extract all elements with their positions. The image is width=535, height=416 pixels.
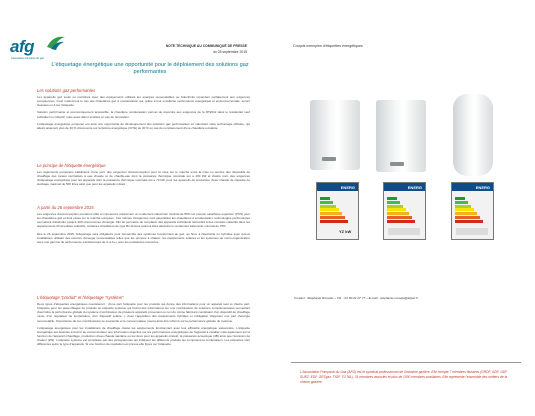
press-contact: Contact : Stéphanie Rossato – Tél. : 01 80 21 07 77 – E-mail : stephanie.rossato@afgaz.fr xyxy=(294,296,418,300)
class-bar xyxy=(387,197,397,200)
class-bar xyxy=(320,201,333,204)
flame-logo-icon xyxy=(45,33,67,53)
class-bar xyxy=(455,205,471,208)
label-brand: ENERG xyxy=(407,184,422,190)
boiler-display xyxy=(322,157,336,161)
class-bar xyxy=(387,220,415,223)
efficiency-bars xyxy=(387,197,415,224)
class-bar xyxy=(320,216,345,219)
logo-tagline: Association française du gaz xyxy=(11,57,45,60)
press-note-date: du 28 septembre 2015 xyxy=(213,50,247,54)
label-header xyxy=(452,183,493,191)
class-bar xyxy=(320,197,330,200)
press-note-label: NOTE TECHNIQUE AU COMMUNIQUÉ DE PRESSE xyxy=(165,44,247,48)
class-bar xyxy=(455,212,477,215)
paragraph: Deux types d'étiquettes énergétiques coexisteront : d'une part l'étiquette pour les produits qui donne des informations pour un appareil seul et d'autre part, l'étiquette pour les assemblages de produits ou étiquette système qui fournit des informations sur une combinaison de solutions complémentaires permettant d'accroître la performance globale du système (combinaison de plusieurs appareils provenant ou non du même fabricant constituant d'un dispositif de chauffage mixte, d'un régulateur de température, d'un dispositif solaire...). Avec l'apposition des équipements hybrides et l'obligation d'apposer une part d'énergie renouvelable, l'importance de ces combinaisons se soucientle et le consommateur pourra ainsi être informé sur la performance globale du système. xyxy=(37,302,250,323)
paragraph: Les appareils gaz seuls ou combinés avec des équipements utilisant les énergies renouvelables ou l'électricité répondent parfaitement aux exigences européennes. C'est notamment le cas des chaudières gaz à condensation qui, grâce à leur excellente performance énergétique et environnementale, seront classées en A sur l'étiquette. xyxy=(37,95,250,108)
association-footer: L'Association Française du Gaz (AFG) est le syndicat professionnel de l'industrie gazière. Elle compte 7 membres titulaires (GRDF, GDF, GDF SUEZ, EDF, GRTgaz, TIGF, TOTAL), 31 membres associés et plus de 1000 membres auxiliaires. Elle représente l'ensemble des métiers de la chaîne gazière. xyxy=(300,370,508,384)
divider xyxy=(291,362,521,363)
energy-label xyxy=(316,182,359,240)
paragraph: Les règlements européens établissent d'une part, des exigences d'écoconception pour la mise sur le marché entre la mise en service des dispositifs de chauffage des locaux centralisés à eau chaude et de chauffe-eau dont la puissance thermique nominale est ≤ 400 kW et d'autre part, des exigences d'étiquetage énergétique pour les appareils dont la puissance thermique nominale est ≤ 70 kW, pour les appareils de production d'eau chaude de capacité de stockage maximal de 500 litres ainsi que pour les appareils mixtes. xyxy=(37,170,250,187)
section-heading: L'étiquetage "produit" et l'étiquetage "système" xyxy=(37,295,124,300)
section-septembre-2015 xyxy=(37,205,250,244)
class-bar xyxy=(455,208,474,211)
energy-label xyxy=(451,182,494,240)
class-bar xyxy=(387,205,403,208)
paragraph: Les exigences d'écoconception prendront effet et imposeront notamment un rendement saisonnier minimal de 86% sur pouvoir calorifique supérieur (PCS) pour les chaudières gaz et fioul mises sur le marché européen. Ces mêmes d'exigences vont généraliser les chaudières à condensation, technologies performantes permettant d'atteindre jusqu'à 30% d'économies d'énergie. Afin de permettre de remplacer des appareils individuels raccordés à des conduits collectifs dans les appartements d'immeubles collectifs, certaines chaudières de type B1 doivent quant à elles atteindre le rendement saisonnier minimal de 75%. xyxy=(37,212,250,229)
paragraph: L'étiquetage énergétique européen est ainsi une opportunité de développement des solutions gaz performantes en valorisant cette technologie efficace, qui atteint aisément plus de 30 % d'économie sur la facture énergétique (CITE) de 30 % en cas de remplacement d'une chaudière existante. xyxy=(37,121,250,130)
section-heading: Les solutions gaz performantes xyxy=(37,88,96,93)
section-heading: Le principe de l'étiquette énergétique xyxy=(37,163,106,168)
efficiency-bars xyxy=(455,197,483,224)
section-etiquetage-produit-systeme xyxy=(37,295,250,346)
label-brand: ENERG xyxy=(475,184,490,190)
label-model: YZ kW xyxy=(339,229,352,234)
energy-label xyxy=(383,182,426,240)
class-bar xyxy=(387,216,412,219)
section-gaz-performantes xyxy=(37,88,250,130)
efficiency-bars xyxy=(320,197,348,224)
label-header xyxy=(384,183,425,191)
label-footer-block xyxy=(456,228,488,235)
class-bar xyxy=(320,205,336,208)
class-bar xyxy=(320,208,339,211)
class-bar xyxy=(320,220,348,223)
label-brand: ENERG xyxy=(340,184,355,190)
afg-logo xyxy=(10,31,72,61)
document-title: L'étiquetage énergétique une opportunité pour le déploiement des solutions gaz performantes xyxy=(51,62,249,75)
class-bar xyxy=(387,201,400,204)
section-heading: À partir du 26 septembre 2015 xyxy=(37,205,94,210)
paragraph: Solution performante et économiquement accessible, la chaudière condensation permet de répondre aux exigences de la RT2012 dans le résidentiel neuf individuel ou collectif, mais aussi dans l'existant en cas de rénovation. xyxy=(37,110,250,119)
class-bar xyxy=(387,212,409,215)
class-bar xyxy=(455,201,468,204)
section-principe xyxy=(37,163,250,187)
class-bar xyxy=(387,208,406,211)
label-footer-block xyxy=(388,228,420,235)
class-bar xyxy=(320,212,342,215)
class-bar xyxy=(455,197,465,200)
water-heater-image xyxy=(453,94,493,176)
class-bar xyxy=(455,220,483,223)
paragraph: Dès le 26 septembre 2015, l'étiquetage sera obligatoire pour l'ensemble des systèmes fonctionnant au gaz, au fioul, à l'électricité ou hybrides avec qu'eux installations utilisant des sources d'énergie renouvelables telles que les pompes à chaleur, les équipements solaires et les systèmes de micro-cogénération avec une gamme de performance s'échelonnant de G à A++ pour les puissances couvertes. xyxy=(37,231,250,244)
paragraph: L'étiquetage énergétique pour les installations de chauffage classe les équipements fonctionnant avec leur efficacité énergétique saisonnière. L'étiquette énergétique est destinée à fournir au consommateur une information objective sur les performances énergétiques de l'appareil à installer mais également sur la fonction de l'appareil (chauffage, production d'eau chaude sanitaire ou les deux pour les appareils mixtes), la puissance acoustique (dB) ainsi que l'émission de chaleur (kW). L'étiquette système est complétée par des pictogrammes qui indiquent les différents produits qui composent la combinaison. Les étiquettes sont différentes selon le type d'appareils. Si une fonction de régulation est prévue elle figure sur l'étiquette. xyxy=(37,325,250,347)
class-bar xyxy=(455,216,480,219)
label-header xyxy=(317,183,358,191)
boiler-display xyxy=(390,162,404,166)
logo-text: afg xyxy=(10,37,34,56)
examples-title: Croquis exemples d'étiquettes énergétiques xyxy=(293,44,363,48)
